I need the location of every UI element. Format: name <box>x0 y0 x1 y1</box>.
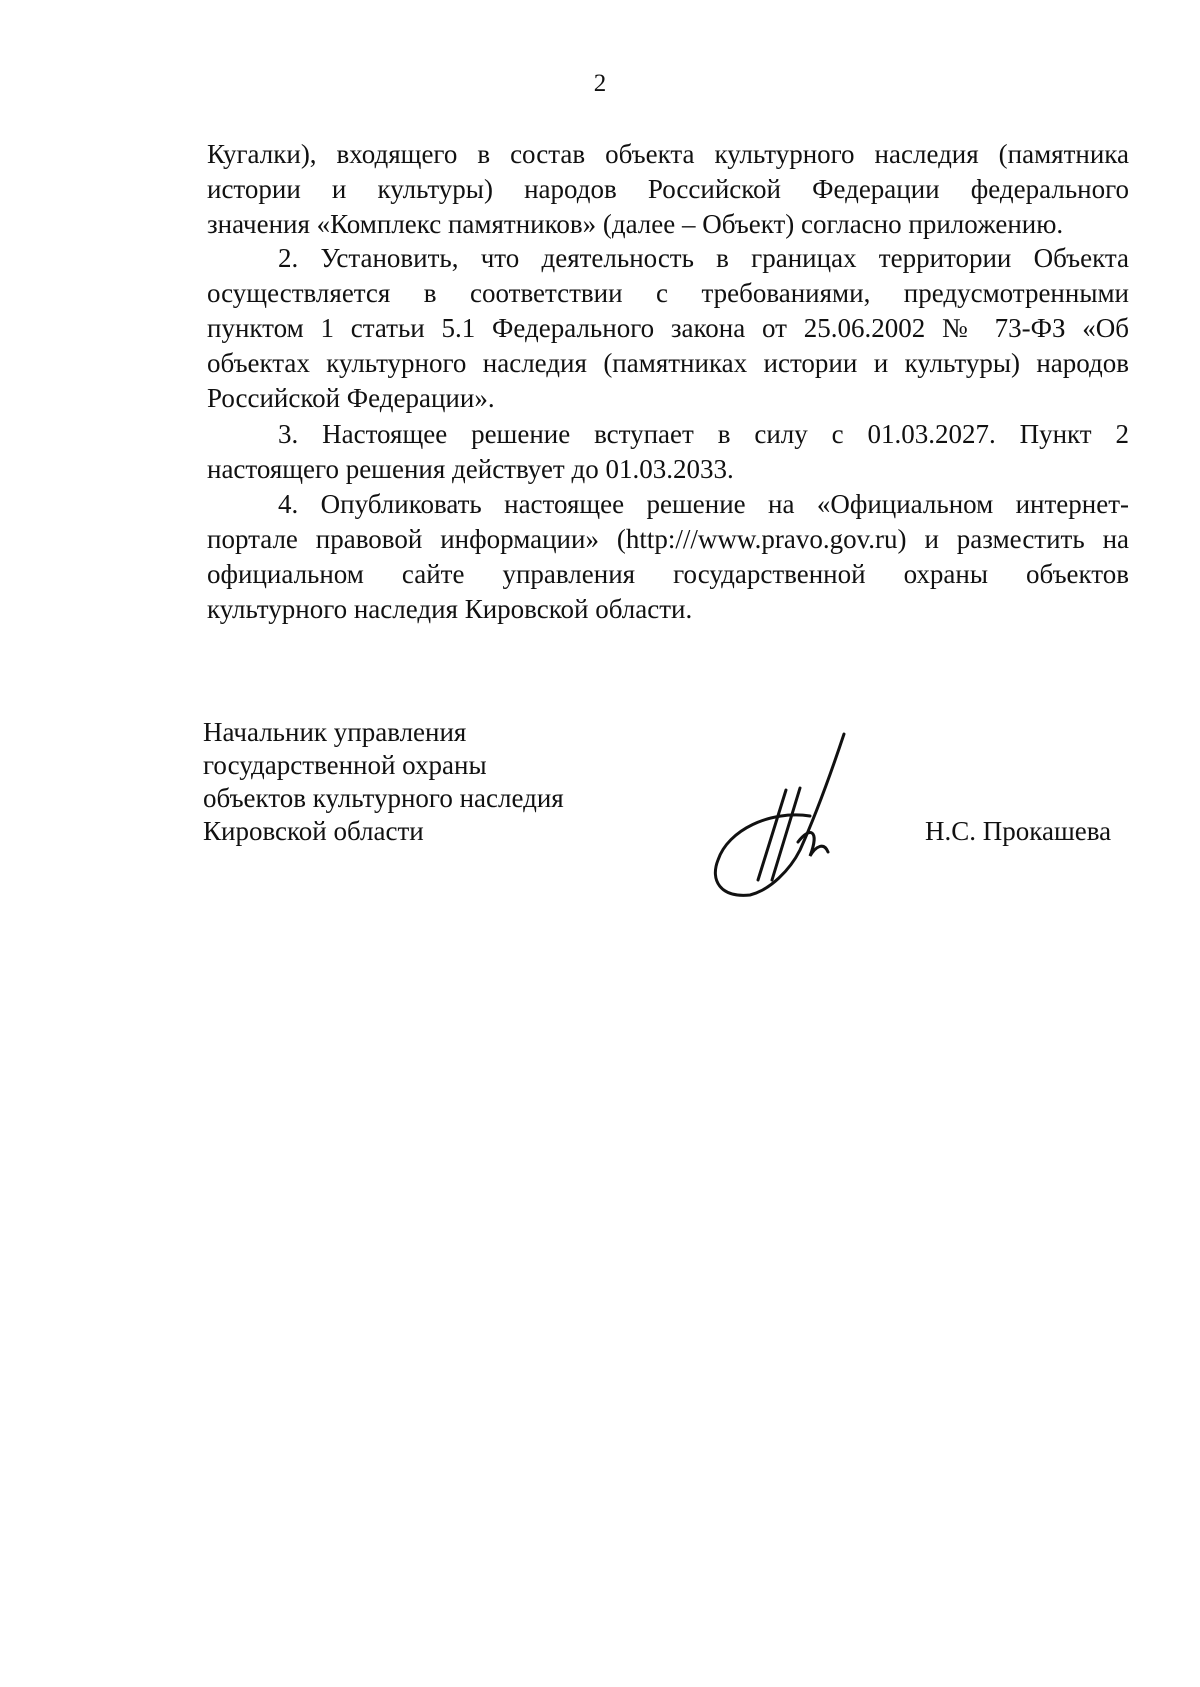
body-line: объектах культурного наследия (памятниках истории и культуры) народов <box>207 348 1129 378</box>
body-line: Кугалки), входящего в состав объекта культурного наследия (памятника <box>207 139 1129 169</box>
position-line: Кировской области <box>203 816 424 846</box>
position-line: государственной охраны <box>203 750 487 780</box>
body-line: пунктом 1 статьи 5.1 Федерального закона от 25.06.2002 № 73-ФЗ «Об <box>207 313 1129 343</box>
position-line: объектов культурного наследия <box>203 783 564 813</box>
body-line: культурного наследия Кировской области. <box>207 594 693 624</box>
signer-name: Н.С. Прокашева <box>925 816 1112 846</box>
page-number: 2 <box>593 70 607 97</box>
body-line: настоящего решения действует до 01.03.2033. <box>207 454 734 484</box>
body-line: официальном сайте управления государственной охраны объектов <box>207 559 1129 589</box>
body-line: 3. Настоящее решение вступает в силу с 01.03.2027. Пункт 2 <box>278 419 1129 449</box>
signatory-position <box>203 716 623 848</box>
handwritten-signature <box>700 730 850 900</box>
body-line: Российской Федерации». <box>207 383 495 413</box>
body-line: истории и культуры) народов Российской Федерации федерального <box>207 174 1129 204</box>
body-line: портале правовой информации» (http:///www.pravo.gov.ru) и разместить на <box>207 524 1129 554</box>
body-line: осуществляется в соответствии с требованиями, предусмотренными <box>207 278 1129 308</box>
body-line: 2. Установить, что деятельность в границах территории Объекта <box>278 243 1129 273</box>
body-line: 4. Опубликовать настоящее решение на «Официальном интернет- <box>278 489 1129 519</box>
position-line: Начальник управления <box>203 717 467 747</box>
body-line: значения «Комплекс памятников» (далее – Объект) согласно приложению. <box>207 209 1064 239</box>
